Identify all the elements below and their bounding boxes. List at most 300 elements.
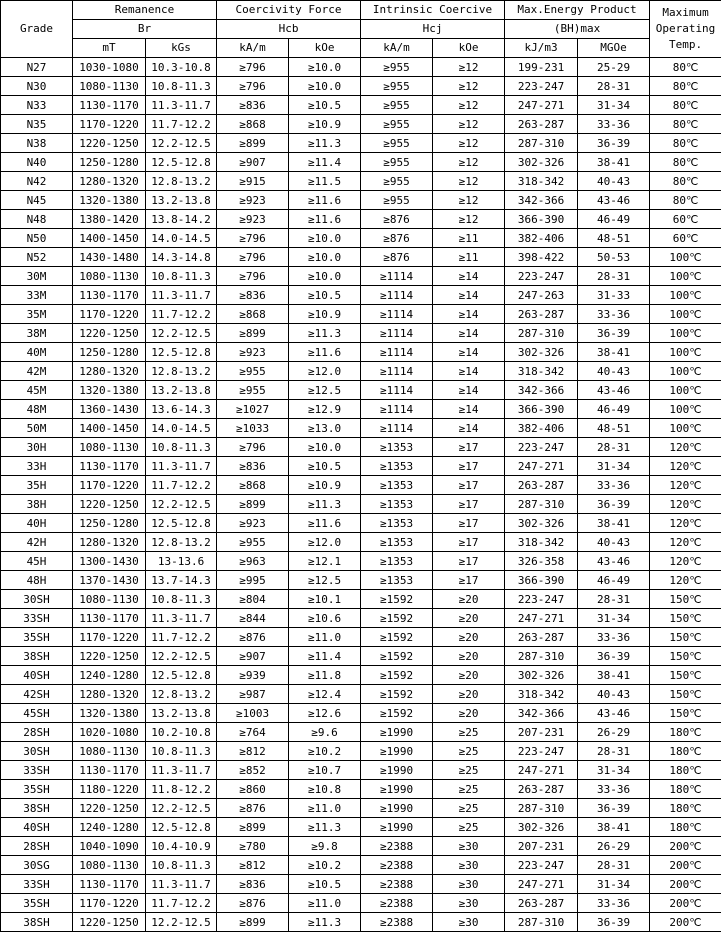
hcb-koe-cell: ≥11.4 — [289, 153, 361, 172]
bhmax-kjm3-cell: 263-287 — [505, 115, 578, 134]
bhmax-kjm3-cell: 223-247 — [505, 856, 578, 875]
bhmax-mgoe-cell: 46-49 — [578, 571, 650, 590]
grade-cell: 42H — [1, 533, 73, 552]
bhmax-mgoe-cell: 31-34 — [578, 875, 650, 894]
bhmax-mgoe-cell: 31-34 — [578, 457, 650, 476]
grade-cell: 38SH — [1, 647, 73, 666]
br-kgs-cell: 13.2-13.8 — [146, 704, 217, 723]
grade-cell: 40SH — [1, 666, 73, 685]
max-temp-cell: 120℃ — [650, 533, 721, 552]
hcb-koe-cell: ≥11.6 — [289, 191, 361, 210]
max-temp-cell: 100℃ — [650, 324, 721, 343]
hcb-koe-cell: ≥10.0 — [289, 77, 361, 96]
br-kgs-cell: 11.7-12.2 — [146, 476, 217, 495]
unit-header: kOe — [433, 39, 505, 58]
hcj-koe-cell: ≥17 — [433, 514, 505, 533]
bhmax-kjm3-cell: 247-263 — [505, 286, 578, 305]
bhmax-mgoe-cell: 28-31 — [578, 438, 650, 457]
br-mt-cell: 1300-1430 — [73, 552, 146, 571]
max-temp-cell: 100℃ — [650, 400, 721, 419]
table-row — [1, 761, 721, 780]
hcb-kam-cell: ≥899 — [217, 913, 289, 932]
hcb-kam-cell: ≥796 — [217, 58, 289, 77]
max-temp-cell: 120℃ — [650, 495, 721, 514]
hcb-koe-cell: ≥9.6 — [289, 723, 361, 742]
hcj-kam-cell: ≥1114 — [361, 381, 433, 400]
hcj-koe-cell: ≥20 — [433, 647, 505, 666]
hcb-koe-cell: ≥11.4 — [289, 647, 361, 666]
hcj-kam-cell: ≥1114 — [361, 324, 433, 343]
bhmax-kjm3-cell: 247-271 — [505, 875, 578, 894]
table-row — [1, 647, 721, 666]
hcj-koe-cell: ≥12 — [433, 58, 505, 77]
bhmax-mgoe-cell: 46-49 — [578, 210, 650, 229]
bhmax-mgoe-cell: 40-43 — [578, 362, 650, 381]
hcj-kam-cell: ≥1353 — [361, 495, 433, 514]
hcj-kam-cell: ≥2388 — [361, 875, 433, 894]
hcj-koe-cell: ≥20 — [433, 628, 505, 647]
hcb-koe-cell: ≥10.0 — [289, 58, 361, 77]
br-kgs-cell: 12.2-12.5 — [146, 134, 217, 153]
hcj-koe-cell: ≥25 — [433, 761, 505, 780]
hcb-koe-cell: ≥10.7 — [289, 761, 361, 780]
grade-cell: 33SH — [1, 609, 73, 628]
grade-cell: 45H — [1, 552, 73, 571]
br-kgs-cell: 13.6-14.3 — [146, 400, 217, 419]
hcj-koe-cell: ≥12 — [433, 134, 505, 153]
bhmax-mgoe-cell: 40-43 — [578, 533, 650, 552]
grade-cell: 48M — [1, 400, 73, 419]
br-mt-cell: 1170-1220 — [73, 894, 146, 913]
hcb-kam-cell: ≥868 — [217, 115, 289, 134]
grade-cell: 38SH — [1, 913, 73, 932]
hcj-kam-cell: ≥955 — [361, 77, 433, 96]
br-kgs-cell: 14.0-14.5 — [146, 419, 217, 438]
br-mt-cell: 1250-1280 — [73, 153, 146, 172]
hcb-kam-cell: ≥796 — [217, 229, 289, 248]
br-kgs-cell: 12.2-12.5 — [146, 495, 217, 514]
hcb-koe-cell: ≥10.5 — [289, 875, 361, 894]
br-kgs-cell: 13.7-14.3 — [146, 571, 217, 590]
max-temp-cell: 200℃ — [650, 837, 721, 856]
table-row — [1, 875, 721, 894]
bhmax-kjm3-cell: 207-231 — [505, 723, 578, 742]
br-kgs-cell: 12.2-12.5 — [146, 799, 217, 818]
table-row — [1, 210, 721, 229]
hcj-koe-cell: ≥12 — [433, 210, 505, 229]
br-kgs-cell: 12.2-12.5 — [146, 647, 217, 666]
br-kgs-cell: 11.3-11.7 — [146, 875, 217, 894]
br-mt-cell: 1130-1170 — [73, 875, 146, 894]
hcj-koe-cell: ≥14 — [433, 324, 505, 343]
bhmax-kjm3-cell: 223-247 — [505, 438, 578, 457]
hcj-kam-cell: ≥955 — [361, 172, 433, 191]
max-temp-cell: 180℃ — [650, 742, 721, 761]
bhmax-kjm3-cell: 223-247 — [505, 742, 578, 761]
bhmax-kjm3-cell: 263-287 — [505, 628, 578, 647]
hcb-kam-cell: ≥812 — [217, 856, 289, 875]
hcb-kam-cell: ≥955 — [217, 381, 289, 400]
grade-cell: N33 — [1, 96, 73, 115]
max-temp-cell: 180℃ — [650, 818, 721, 837]
br-kgs-cell: 12.5-12.8 — [146, 153, 217, 172]
br-mt-cell: 1220-1250 — [73, 324, 146, 343]
hcj-koe-cell: ≥17 — [433, 457, 505, 476]
hcb-kam-cell: ≥955 — [217, 533, 289, 552]
max-temp-cell: 80℃ — [650, 134, 721, 153]
hcb-kam-cell: ≥836 — [217, 286, 289, 305]
hcb-koe-cell: ≥10.0 — [289, 267, 361, 286]
hcj-koe-cell: ≥20 — [433, 685, 505, 704]
bhmax-kjm3-cell: 318-342 — [505, 172, 578, 191]
hcb-kam-cell: ≥852 — [217, 761, 289, 780]
bhmax-mgoe-cell: 26-29 — [578, 723, 650, 742]
br-mt-cell: 1080-1130 — [73, 267, 146, 286]
hcj-kam-cell: ≥2388 — [361, 894, 433, 913]
table-row — [1, 77, 721, 96]
hcj-kam-cell: ≥955 — [361, 191, 433, 210]
table-row — [1, 666, 721, 685]
hcj-kam-cell: ≥1114 — [361, 267, 433, 286]
grade-cell: 33SH — [1, 875, 73, 894]
max-temp-cell: 120℃ — [650, 552, 721, 571]
hcj-kam-cell: ≥1353 — [361, 457, 433, 476]
hcj-koe-cell: ≥14 — [433, 400, 505, 419]
br-kgs-cell: 10.8-11.3 — [146, 742, 217, 761]
unit-header: kA/m — [217, 39, 289, 58]
hcj-kam-cell: ≥1114 — [361, 343, 433, 362]
br-kgs-cell: 12.5-12.8 — [146, 818, 217, 837]
unit-header: mT — [73, 39, 146, 58]
max-temp-cell: 200℃ — [650, 894, 721, 913]
hcb-kam-cell: ≥836 — [217, 96, 289, 115]
max-temp-cell: 150℃ — [650, 609, 721, 628]
br-mt-cell: 1280-1320 — [73, 685, 146, 704]
hcj-koe-cell: ≥12 — [433, 191, 505, 210]
hcj-koe-cell: ≥20 — [433, 666, 505, 685]
bhmax-mgoe-cell: 36-39 — [578, 495, 650, 514]
energy-product-header: Max.Energy Product — [505, 1, 650, 20]
bhmax-mgoe-cell: 28-31 — [578, 742, 650, 761]
bhmax-kjm3-cell: 287-310 — [505, 799, 578, 818]
br-mt-cell: 1220-1250 — [73, 495, 146, 514]
table-row — [1, 704, 721, 723]
max-temp-cell: 80℃ — [650, 191, 721, 210]
hcb-kam-cell: ≥780 — [217, 837, 289, 856]
max-temp-line-1: Maximum — [662, 6, 709, 19]
grade-cell: N38 — [1, 134, 73, 153]
max-temp-cell: 180℃ — [650, 761, 721, 780]
hcj-koe-cell: ≥11 — [433, 229, 505, 248]
grade-cell: 38SH — [1, 799, 73, 818]
hcj-koe-cell: ≥12 — [433, 172, 505, 191]
max-temp-cell: 80℃ — [650, 115, 721, 134]
br-mt-cell: 1280-1320 — [73, 362, 146, 381]
bhmax-mgoe-cell: 48-51 — [578, 229, 650, 248]
bhmax-mgoe-cell: 33-36 — [578, 305, 650, 324]
bhmax-kjm3-cell: 263-287 — [505, 305, 578, 324]
hcb-koe-cell: ≥11.3 — [289, 495, 361, 514]
br-kgs-cell: 12.2-12.5 — [146, 913, 217, 932]
table-row — [1, 742, 721, 761]
grade-cell: 40SH — [1, 818, 73, 837]
bhmax-mgoe-cell: 25-29 — [578, 58, 650, 77]
hcj-koe-cell: ≥11 — [433, 248, 505, 267]
hcj-koe-cell: ≥14 — [433, 286, 505, 305]
unit-header: kGs — [146, 39, 217, 58]
br-mt-cell: 1130-1170 — [73, 286, 146, 305]
hcj-koe-cell: ≥17 — [433, 533, 505, 552]
br-kgs-cell: 11.3-11.7 — [146, 609, 217, 628]
br-kgs-cell: 14.3-14.8 — [146, 248, 217, 267]
hcb-koe-cell: ≥11.0 — [289, 628, 361, 647]
grade-cell: 45SH — [1, 704, 73, 723]
table-row — [1, 856, 721, 875]
grade-cell: N45 — [1, 191, 73, 210]
bhmax-kjm3-cell: 287-310 — [505, 134, 578, 153]
unit-header: kOe — [289, 39, 361, 58]
hcb-koe-cell: ≥12.5 — [289, 571, 361, 590]
grade-cell: 35H — [1, 476, 73, 495]
hcb-koe-cell: ≥10.0 — [289, 229, 361, 248]
max-temp-cell: 100℃ — [650, 286, 721, 305]
table-row — [1, 400, 721, 419]
hcb-koe-cell: ≥12.1 — [289, 552, 361, 571]
br-kgs-cell: 12.8-13.2 — [146, 172, 217, 191]
br-mt-cell: 1130-1170 — [73, 96, 146, 115]
max-temp-cell: 200℃ — [650, 913, 721, 932]
hcj-kam-cell: ≥1353 — [361, 514, 433, 533]
max-temp-cell: 120℃ — [650, 476, 721, 495]
bhmax-kjm3-cell: 199-231 — [505, 58, 578, 77]
bhmax-mgoe-cell: 33-36 — [578, 894, 650, 913]
br-mt-cell: 1040-1090 — [73, 837, 146, 856]
table-row — [1, 628, 721, 647]
hcb-koe-cell: ≥12.5 — [289, 381, 361, 400]
br-kgs-cell: 11.7-12.2 — [146, 894, 217, 913]
table-row — [1, 476, 721, 495]
grade-cell: N35 — [1, 115, 73, 134]
hcb-kam-cell: ≥812 — [217, 742, 289, 761]
bhmax-mgoe-cell: 33-36 — [578, 476, 650, 495]
hcj-kam-cell: ≥1592 — [361, 666, 433, 685]
hcj-koe-cell: ≥20 — [433, 590, 505, 609]
br-kgs-cell: 10.8-11.3 — [146, 438, 217, 457]
table-row — [1, 495, 721, 514]
br-mt-cell: 1220-1250 — [73, 913, 146, 932]
bhmax-kjm3-cell: 342-366 — [505, 191, 578, 210]
bhmax-mgoe-cell: 33-36 — [578, 628, 650, 647]
hcb-kam-cell: ≥939 — [217, 666, 289, 685]
hcb-kam-cell: ≥1033 — [217, 419, 289, 438]
bhmax-mgoe-cell: 50-53 — [578, 248, 650, 267]
hcj-koe-cell: ≥12 — [433, 96, 505, 115]
grade-cell: 33H — [1, 457, 73, 476]
br-mt-cell: 1320-1380 — [73, 191, 146, 210]
hcb-kam-cell: ≥764 — [217, 723, 289, 742]
bhmax-kjm3-cell: 342-366 — [505, 381, 578, 400]
bhmax-kjm3-cell: 318-342 — [505, 685, 578, 704]
grade-cell: 35SH — [1, 780, 73, 799]
bhmax-mgoe-cell: 31-34 — [578, 96, 650, 115]
hcj-koe-cell: ≥30 — [433, 875, 505, 894]
bhmax-kjm3-cell: 223-247 — [505, 267, 578, 286]
br-kgs-cell: 12.2-12.5 — [146, 324, 217, 343]
br-mt-cell: 1240-1280 — [73, 818, 146, 837]
hcb-kam-cell: ≥955 — [217, 362, 289, 381]
hcb-kam-cell: ≥796 — [217, 77, 289, 96]
max-temp-line-2: Operating — [655, 22, 716, 35]
unit-header: kA/m — [361, 39, 433, 58]
hcj-kam-cell: ≥1114 — [361, 400, 433, 419]
table-row — [1, 837, 721, 856]
hcb-kam-cell: ≥860 — [217, 780, 289, 799]
bhmax-mgoe-cell: 38-41 — [578, 153, 650, 172]
bhmax-kjm3-cell: 287-310 — [505, 647, 578, 666]
table-header — [1, 1, 721, 58]
hcb-koe-cell: ≥10.8 — [289, 780, 361, 799]
hcj-header: Hcj — [361, 20, 505, 39]
hcb-header: Hcb — [217, 20, 361, 39]
br-kgs-cell: 13.2-13.8 — [146, 191, 217, 210]
table-row — [1, 818, 721, 837]
br-mt-cell: 1030-1080 — [73, 58, 146, 77]
hcj-kam-cell: ≥955 — [361, 58, 433, 77]
table-row — [1, 457, 721, 476]
bhmax-mgoe-cell: 43-46 — [578, 552, 650, 571]
max-temp-cell: 150℃ — [650, 666, 721, 685]
hcj-kam-cell: ≥876 — [361, 210, 433, 229]
hcj-kam-cell: ≥1990 — [361, 799, 433, 818]
max-temp-cell: 60℃ — [650, 229, 721, 248]
hcj-koe-cell: ≥25 — [433, 742, 505, 761]
hcj-kam-cell: ≥1990 — [361, 780, 433, 799]
hcj-koe-cell: ≥17 — [433, 476, 505, 495]
hcb-koe-cell: ≥10.2 — [289, 856, 361, 875]
table-row — [1, 153, 721, 172]
hcb-kam-cell: ≥796 — [217, 438, 289, 457]
hcb-kam-cell: ≥1003 — [217, 704, 289, 723]
hcb-koe-cell: ≥10.5 — [289, 96, 361, 115]
br-kgs-cell: 11.3-11.7 — [146, 457, 217, 476]
grade-cell: 35SH — [1, 628, 73, 647]
bhmax-mgoe-cell: 38-41 — [578, 818, 650, 837]
table-row — [1, 343, 721, 362]
hcj-koe-cell: ≥12 — [433, 153, 505, 172]
hcb-koe-cell: ≥11.8 — [289, 666, 361, 685]
hcb-koe-cell: ≥12.9 — [289, 400, 361, 419]
hcj-koe-cell: ≥30 — [433, 837, 505, 856]
br-mt-cell: 1360-1430 — [73, 400, 146, 419]
hcb-koe-cell: ≥10.1 — [289, 590, 361, 609]
table-row — [1, 381, 721, 400]
table-row — [1, 780, 721, 799]
bhmax-kjm3-cell: 398-422 — [505, 248, 578, 267]
max-temp-cell: 200℃ — [650, 875, 721, 894]
table-row — [1, 172, 721, 191]
bhmax-kjm3-cell: 207-231 — [505, 837, 578, 856]
bhmax-kjm3-cell: 247-271 — [505, 761, 578, 780]
bhmax-mgoe-cell: 38-41 — [578, 514, 650, 533]
hcb-koe-cell: ≥11.5 — [289, 172, 361, 191]
bhmax-kjm3-cell: 318-342 — [505, 362, 578, 381]
bhmax-mgoe-cell: 46-49 — [578, 400, 650, 419]
hcj-kam-cell: ≥2388 — [361, 913, 433, 932]
hcb-kam-cell: ≥923 — [217, 514, 289, 533]
bhmax-kjm3-cell: 366-390 — [505, 210, 578, 229]
hcb-kam-cell: ≥1027 — [217, 400, 289, 419]
table-row — [1, 514, 721, 533]
hcj-koe-cell: ≥30 — [433, 913, 505, 932]
hcj-kam-cell: ≥2388 — [361, 856, 433, 875]
grade-cell: 30SH — [1, 742, 73, 761]
hcj-koe-cell: ≥17 — [433, 438, 505, 457]
br-mt-cell: 1400-1450 — [73, 419, 146, 438]
br-mt-cell: 1240-1280 — [73, 666, 146, 685]
bhmax-kjm3-cell: 342-366 — [505, 704, 578, 723]
hcj-kam-cell: ≥955 — [361, 134, 433, 153]
hcb-koe-cell: ≥11.0 — [289, 894, 361, 913]
table-row — [1, 362, 721, 381]
hcb-koe-cell: ≥9.8 — [289, 837, 361, 856]
br-mt-cell: 1250-1280 — [73, 343, 146, 362]
hcj-koe-cell: ≥14 — [433, 419, 505, 438]
bhmax-mgoe-cell: 40-43 — [578, 172, 650, 191]
max-temp-cell: 80℃ — [650, 58, 721, 77]
max-temp-cell: 180℃ — [650, 723, 721, 742]
hcb-koe-cell: ≥11.3 — [289, 913, 361, 932]
hcb-kam-cell: ≥899 — [217, 134, 289, 153]
bhmax-kjm3-cell: 223-247 — [505, 77, 578, 96]
table-row — [1, 590, 721, 609]
hcj-koe-cell: ≥25 — [433, 780, 505, 799]
hcj-koe-cell: ≥17 — [433, 495, 505, 514]
table-row — [1, 571, 721, 590]
grade-cell: N27 — [1, 58, 73, 77]
hcb-koe-cell: ≥10.9 — [289, 476, 361, 495]
hcb-koe-cell: ≥11.6 — [289, 210, 361, 229]
bhmax-kjm3-cell: 302-326 — [505, 818, 578, 837]
hcj-koe-cell: ≥12 — [433, 77, 505, 96]
br-mt-cell: 1130-1170 — [73, 609, 146, 628]
br-mt-cell: 1220-1250 — [73, 647, 146, 666]
bhmax-kjm3-cell: 247-271 — [505, 457, 578, 476]
bhmax-kjm3-cell: 247-271 — [505, 609, 578, 628]
br-mt-cell: 1170-1220 — [73, 305, 146, 324]
table-body — [1, 58, 721, 932]
bhmax-mgoe-cell: 43-46 — [578, 704, 650, 723]
table-row — [1, 533, 721, 552]
max-temp-cell: 100℃ — [650, 343, 721, 362]
table-row — [1, 286, 721, 305]
hcj-kam-cell: ≥1353 — [361, 571, 433, 590]
hcj-koe-cell: ≥20 — [433, 609, 505, 628]
hcb-kam-cell: ≥915 — [217, 172, 289, 191]
br-kgs-cell: 14.0-14.5 — [146, 229, 217, 248]
bhmax-mgoe-cell: 31-33 — [578, 286, 650, 305]
grade-header: Grade — [1, 1, 73, 58]
bhmax-kjm3-cell: 366-390 — [505, 571, 578, 590]
max-temp-cell: 80℃ — [650, 153, 721, 172]
bhmax-mgoe-cell: 28-31 — [578, 856, 650, 875]
bhmax-kjm3-cell: 302-326 — [505, 153, 578, 172]
max-temp-cell: 180℃ — [650, 780, 721, 799]
hcj-kam-cell: ≥1114 — [361, 305, 433, 324]
bhmax-mgoe-cell: 48-51 — [578, 419, 650, 438]
br-mt-cell: 1280-1320 — [73, 172, 146, 191]
grade-cell: 42SH — [1, 685, 73, 704]
hcb-koe-cell: ≥10.0 — [289, 248, 361, 267]
